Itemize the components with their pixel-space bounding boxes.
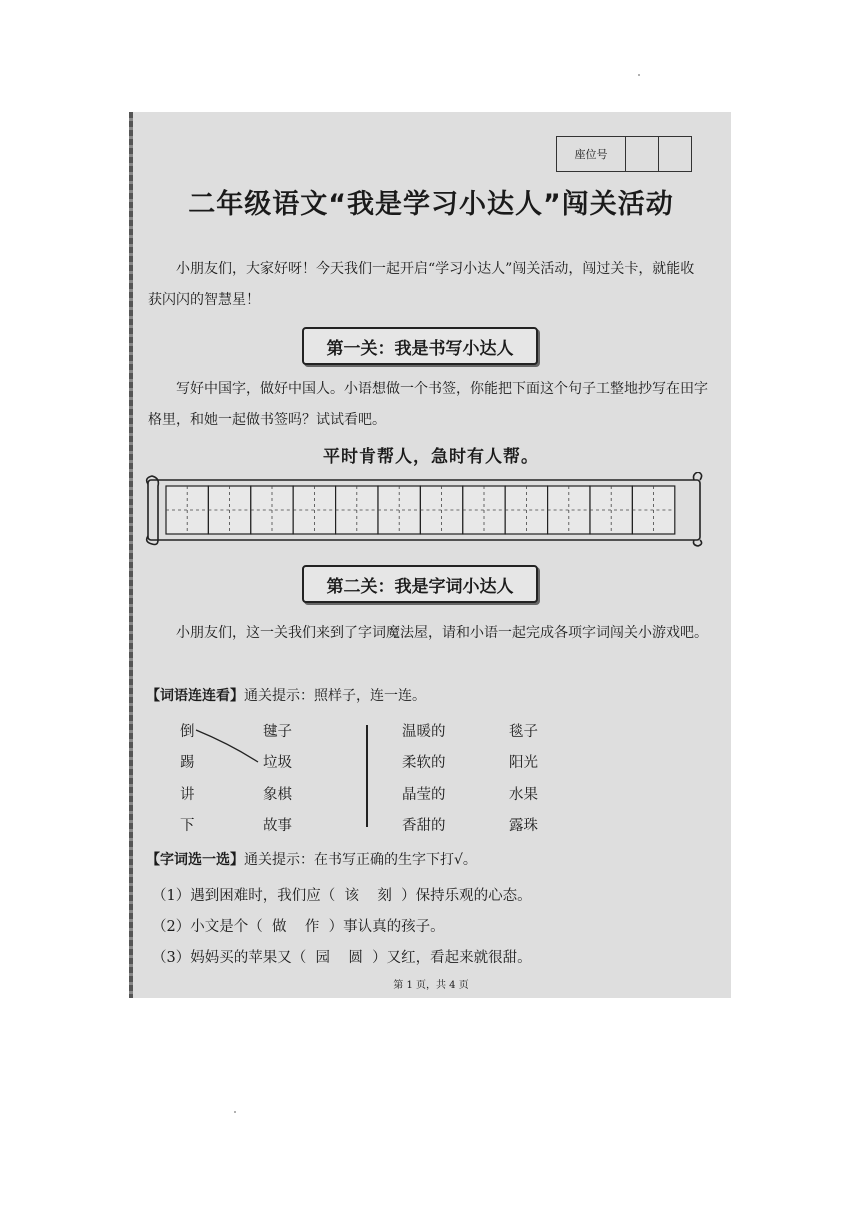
match-right-word[interactable]: 水果 bbox=[509, 787, 538, 803]
choose-header-hint: 通关提示：在书写正确的生字下打√。 bbox=[244, 852, 477, 868]
choose-question-2 bbox=[152, 915, 445, 936]
match-left-word[interactable]: 踢 bbox=[180, 755, 195, 771]
match-left-word[interactable]: 下 bbox=[180, 818, 195, 834]
scan-speck bbox=[234, 1111, 236, 1113]
match-right-word[interactable]: 阳光 bbox=[509, 755, 538, 771]
choose-header-bracket: 【字词选一选】 bbox=[146, 852, 244, 868]
level2-intro: 小朋友们，这一关我们来到了字词魔法屋，请和小语一起完成各项字词闯关小游戏吧。 bbox=[176, 625, 708, 641]
seat-number-box bbox=[556, 136, 692, 172]
question-text: ）又红，看起来就很甜。 bbox=[372, 950, 532, 966]
match-header bbox=[146, 685, 426, 705]
worksheet-title: 二年级语文“我是学习小达人”闯关活动 bbox=[188, 189, 674, 220]
question-text: 妈妈买的苹果又（ bbox=[190, 950, 307, 966]
seat-number-cell[interactable] bbox=[626, 137, 659, 171]
choose-header bbox=[146, 849, 477, 869]
match-header-hint: 通关提示：照样子，连一连。 bbox=[244, 688, 426, 704]
match-right-word[interactable]: 故事 bbox=[263, 818, 292, 834]
match-left-word[interactable]: 讲 bbox=[180, 787, 195, 803]
question-number: （2） bbox=[152, 919, 191, 935]
scan-speck bbox=[638, 74, 640, 76]
match-left-word[interactable]: 温暖的 bbox=[402, 724, 446, 740]
answer-options[interactable]: 做 作 bbox=[262, 919, 329, 935]
match-left-word[interactable]: 柔软的 bbox=[402, 755, 446, 771]
match-right-word[interactable]: 毯子 bbox=[509, 724, 538, 740]
column-divider bbox=[366, 725, 368, 827]
choose-question-1 bbox=[152, 884, 532, 905]
grid-cells bbox=[166, 486, 675, 534]
page-footer: 第 1 页，共 4 页 bbox=[393, 980, 469, 991]
seat-number-label: 座位号 bbox=[557, 137, 626, 171]
level2-banner: 第二关：我是字词小达人 bbox=[302, 565, 538, 603]
question-text: ）保持乐观的心态。 bbox=[401, 888, 532, 904]
level1-banner: 第一关：我是书写小达人 bbox=[302, 327, 538, 365]
answer-options[interactable]: 园 圆 bbox=[306, 950, 373, 966]
match-left-word[interactable]: 倒 bbox=[180, 724, 195, 740]
level1-instruction: 写好中国字，做好中国人。小语想做一个书签，你能把下面这个句子工整地抄写在田字格里，和她一起做书签吗？试试看吧。 bbox=[148, 381, 708, 428]
match-right-word[interactable]: 毽子 bbox=[263, 724, 292, 740]
question-number: （1） bbox=[152, 888, 191, 904]
question-text: 遇到困难时，我们应（ bbox=[190, 888, 336, 904]
match-right-word[interactable]: 露珠 bbox=[509, 818, 538, 834]
match-left-word[interactable]: 香甜的 bbox=[402, 818, 446, 834]
match-right-word[interactable]: 象棋 bbox=[263, 787, 292, 803]
copy-sentence: 平时肯帮人，急时有人帮。 bbox=[323, 447, 539, 467]
intro-paragraph: 小朋友们，大家好呀！今天我们一起开启“学习小达人”闯关活动，闯过关卡，就能收获闪闪的智慧星！ bbox=[148, 261, 695, 308]
match-left-word[interactable]: 晶莹的 bbox=[402, 787, 446, 803]
seat-number-cell[interactable] bbox=[659, 137, 691, 171]
choose-question-3 bbox=[152, 946, 532, 967]
match-header-bracket: 【词语连连看】 bbox=[146, 688, 244, 704]
question-text: ）事认真的孩子。 bbox=[328, 919, 445, 935]
tianzige-writing-grid[interactable] bbox=[144, 472, 706, 548]
page-binding-edge bbox=[129, 112, 133, 998]
question-number: （3） bbox=[152, 950, 191, 966]
answer-options[interactable]: 该 刻 bbox=[335, 888, 402, 904]
example-match-line bbox=[190, 722, 270, 772]
match-right-word[interactable]: 垃圾 bbox=[263, 755, 292, 771]
question-text: 小文是个（ bbox=[190, 919, 263, 935]
